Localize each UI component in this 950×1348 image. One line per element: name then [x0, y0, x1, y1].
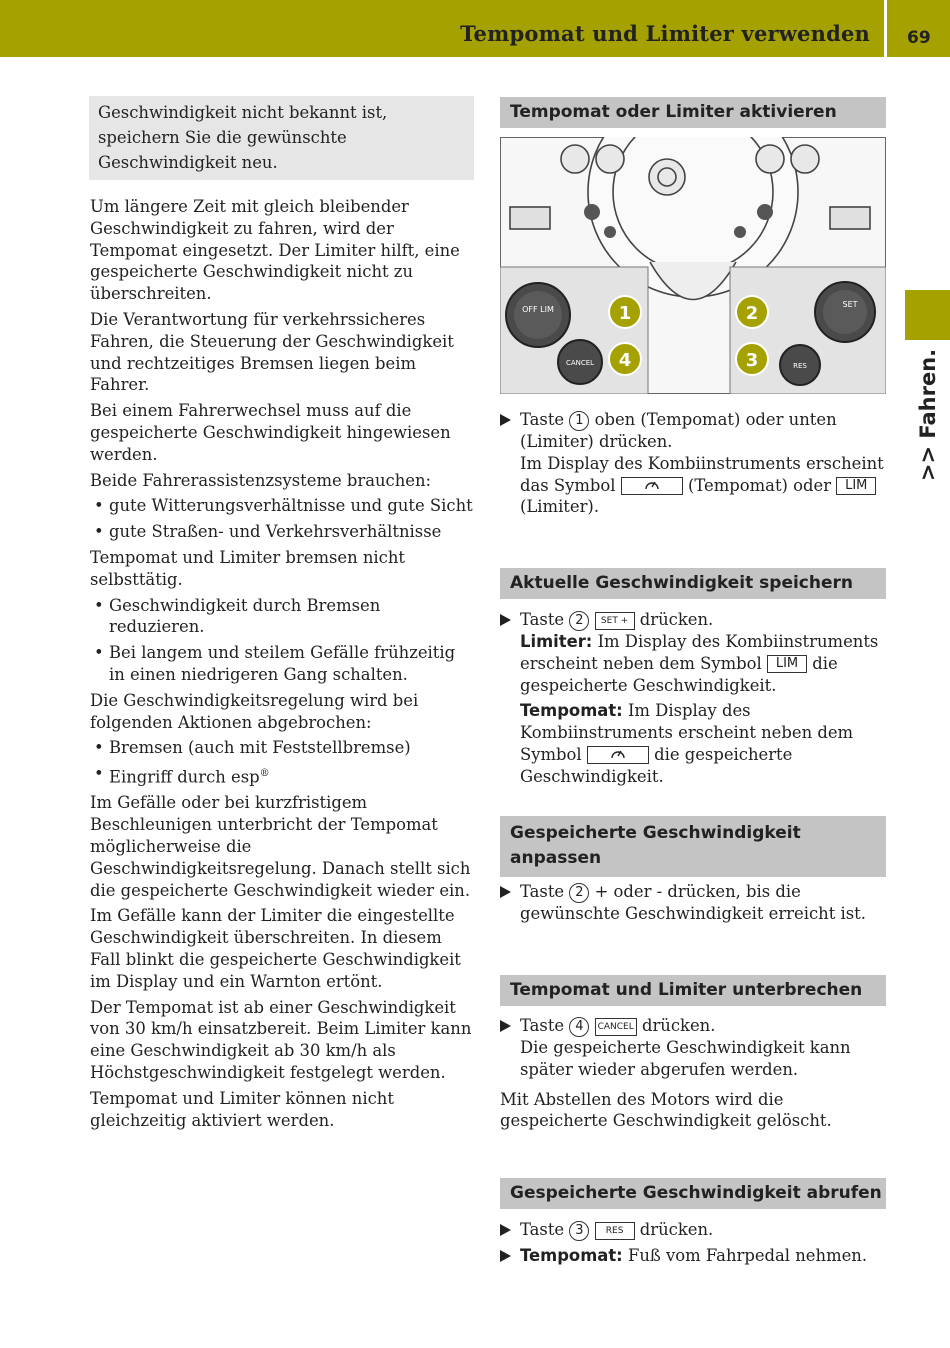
step-text: die gespeicherte Geschwindigkeit.: [520, 744, 793, 786]
res-key-icon: RES: [595, 1222, 635, 1240]
step: [500, 1245, 886, 1267]
step-text: Taste: [520, 1016, 565, 1035]
step: [500, 1015, 886, 1081]
cruise-control-icon: [587, 746, 649, 764]
section-heading-interrupt: Tempomat und Limiter unterbrechen: [500, 975, 886, 1006]
page-number-box: [887, 0, 950, 57]
step: [500, 409, 886, 518]
store-steps: [500, 609, 886, 792]
section-heading-recall: Gespeicherte Geschwindigkeit abrufen: [500, 1178, 886, 1209]
header-bar: [0, 0, 884, 57]
marker-3: 3: [745, 350, 759, 371]
list-item: • Bremsen (auch mit Feststellbremse): [90, 737, 476, 759]
step: [500, 609, 886, 788]
tempomat-label: Tempomat:: [520, 1246, 623, 1265]
arrow-icon: [500, 414, 511, 426]
interrupt-steps: [500, 1015, 886, 1136]
arrow-icon: [500, 886, 511, 898]
marker-1: 1: [618, 303, 632, 324]
list-item: • Geschwindigkeit durch Bremsen reduzieren.: [90, 595, 476, 639]
chapter-tab: [905, 290, 950, 340]
note-box: Geschwindigkeit nicht bekannt ist, speichern Sie die gewünschte Geschwindigkeit neu.: [89, 96, 474, 180]
list-item: • Bei langem und steilem Gefälle frühzeitig in einen niedrigeren Gang schalten.: [90, 642, 476, 686]
list-item: • gute Witterungsverhältnisse und gute Sicht: [90, 495, 476, 517]
cancel-key-icon: CANCEL: [595, 1018, 637, 1036]
number-3-icon: 3: [569, 1221, 589, 1241]
page-title: Tempomat und Limiter verwenden: [460, 21, 870, 46]
res-label: RES: [793, 362, 807, 370]
section-heading-activate: Tempomat oder Limiter aktivieren: [500, 97, 886, 128]
lim-symbol-icon: LIM: [836, 477, 876, 495]
recall-steps: [500, 1219, 886, 1271]
esp-text: Eingriff durch esp: [109, 767, 260, 787]
step: [500, 1219, 886, 1241]
adjust-steps: [500, 881, 886, 929]
step-text: drücken.: [639, 610, 714, 629]
marker-2: 2: [745, 303, 759, 324]
step-text: die gespeicherte Geschwindigkeit.: [520, 653, 838, 695]
paragraph: Die Verantwortung für verkehrssicheres Fahren, die Steuerung der Geschwindigkeit und rechtzeitiges Bremsen liegen beim Fahrer.: [90, 309, 454, 395]
off-lim-label: OFF LIM: [522, 305, 554, 314]
page-number: 69: [907, 28, 931, 48]
number-4-icon: 4: [569, 1017, 589, 1037]
lim-symbol-icon: LIM: [767, 655, 807, 673]
step-text: Taste: [520, 410, 565, 429]
paragraph: Mit Abstellen des Motors wird die gespeicherte Geschwindigkeit gelöscht.: [500, 1089, 832, 1131]
bullet-list: [90, 595, 476, 686]
number-2-icon: 2: [569, 883, 589, 903]
number-2-icon: 2: [569, 611, 589, 631]
paragraph: Im Gefälle kann der Limiter die eingestellte Geschwindigkeit überschreiten. In diesem Fall blinkt die gespeicherte Geschwindigkeit im Display und ein Warnton ertönt.: [90, 906, 461, 991]
step-text: drücken.: [641, 1016, 716, 1035]
paragraph: Bei einem Fahrerwechsel muss auf die gespeicherte Geschwindigkeit hingewiesen werden.: [90, 401, 451, 464]
step-text: oben (Tempomat) oder unten (Limiter) drücken.: [520, 410, 837, 451]
paragraph: Tempomat und Limiter bremsen nicht selbsttätig.: [90, 547, 405, 589]
left-column: [90, 96, 476, 1135]
step-text: (Limiter).: [520, 497, 600, 517]
set-key-icon: SET +: [595, 612, 635, 630]
set-label: SET: [842, 300, 858, 309]
number-1-icon: 1: [569, 411, 589, 431]
step-text: Im Display des Kombiinstruments erscheint neben dem Symbol: [520, 701, 854, 764]
step-text: Taste: [520, 610, 565, 629]
paragraph: Die Geschwindigkeitsregelung wird bei folgenden Aktionen abgebrochen:: [90, 690, 419, 732]
paragraph: Der Tempomat ist ab einer Geschwindigkeit von 30 km/h einsatzbereit. Beim Limiter kann eine Geschwindigkeit ab 30 km/h als Höchstgeschwindigkeit festgelegt werden.: [90, 997, 472, 1082]
chapter-label: >> Fahren.: [916, 348, 940, 482]
cancel-label: CANCEL: [565, 359, 595, 367]
step-text: Im Display des Kombiinstruments erscheint das Symbol: [520, 453, 884, 495]
paragraph: Tempomat und Limiter können nicht gleichzeitig aktiviert werden.: [90, 1088, 394, 1130]
step: [500, 881, 886, 925]
registered-mark: ®: [259, 768, 270, 780]
cruise-control-icon: [621, 477, 683, 495]
arrow-icon: [500, 1250, 511, 1262]
step-text: Die gespeicherte Geschwindigkeit kann später wieder abgerufen werden.: [520, 1038, 851, 1079]
section-heading-store: Aktuelle Geschwindigkeit speichern: [500, 568, 886, 599]
step-text: drücken.: [639, 1220, 714, 1239]
limiter-label: Limiter:: [520, 632, 593, 651]
step-text: Fuß vom Fahrpedal nehmen.: [627, 1246, 868, 1265]
marker-4: 4: [618, 350, 632, 371]
paragraph: Im Gefälle oder bei kurzfristigem Beschleunigen unterbricht der Tempomat möglicherweise die Geschwindigkeitsregelung. Danach stellt sich die gespeicherte Geschwindigkeit wieder ein.: [90, 793, 471, 900]
paragraph: Um längere Zeit mit gleich bleibender Geschwindigkeit zu fahren, wird der Tempomat eingesetzt. Der Limiter hilft, eine gespeicherte Geschwindigkeit nicht zu überschreiten.: [90, 197, 460, 304]
paragraph: Beide Fahrerassistenzsysteme brauchen:: [90, 470, 432, 490]
step-text: Im Display des Kombiinstruments erscheint neben dem Symbol: [520, 632, 879, 673]
tempomat-label: Tempomat:: [520, 701, 623, 721]
arrow-icon: [500, 614, 511, 626]
list-item: [90, 763, 476, 788]
step-text: (Tempomat) oder: [687, 475, 832, 495]
list-item: • gute Straßen- und Verkehrsverhältnisse: [90, 521, 476, 543]
step-text: + oder - drücken, bis die gewünschte Geschwindigkeit erreicht ist.: [520, 882, 866, 923]
steering-wheel-illustration: [500, 137, 886, 394]
activate-steps: [500, 409, 886, 522]
arrow-icon: [500, 1224, 511, 1236]
step-text: Taste: [520, 1220, 565, 1239]
arrow-icon: [500, 1020, 511, 1032]
bullet-list: [90, 737, 476, 788]
step-text: Taste: [520, 882, 565, 901]
section-heading-adjust: Gespeicherte Geschwindigkeit anpassen: [500, 816, 886, 877]
bullet-list: [90, 495, 476, 543]
